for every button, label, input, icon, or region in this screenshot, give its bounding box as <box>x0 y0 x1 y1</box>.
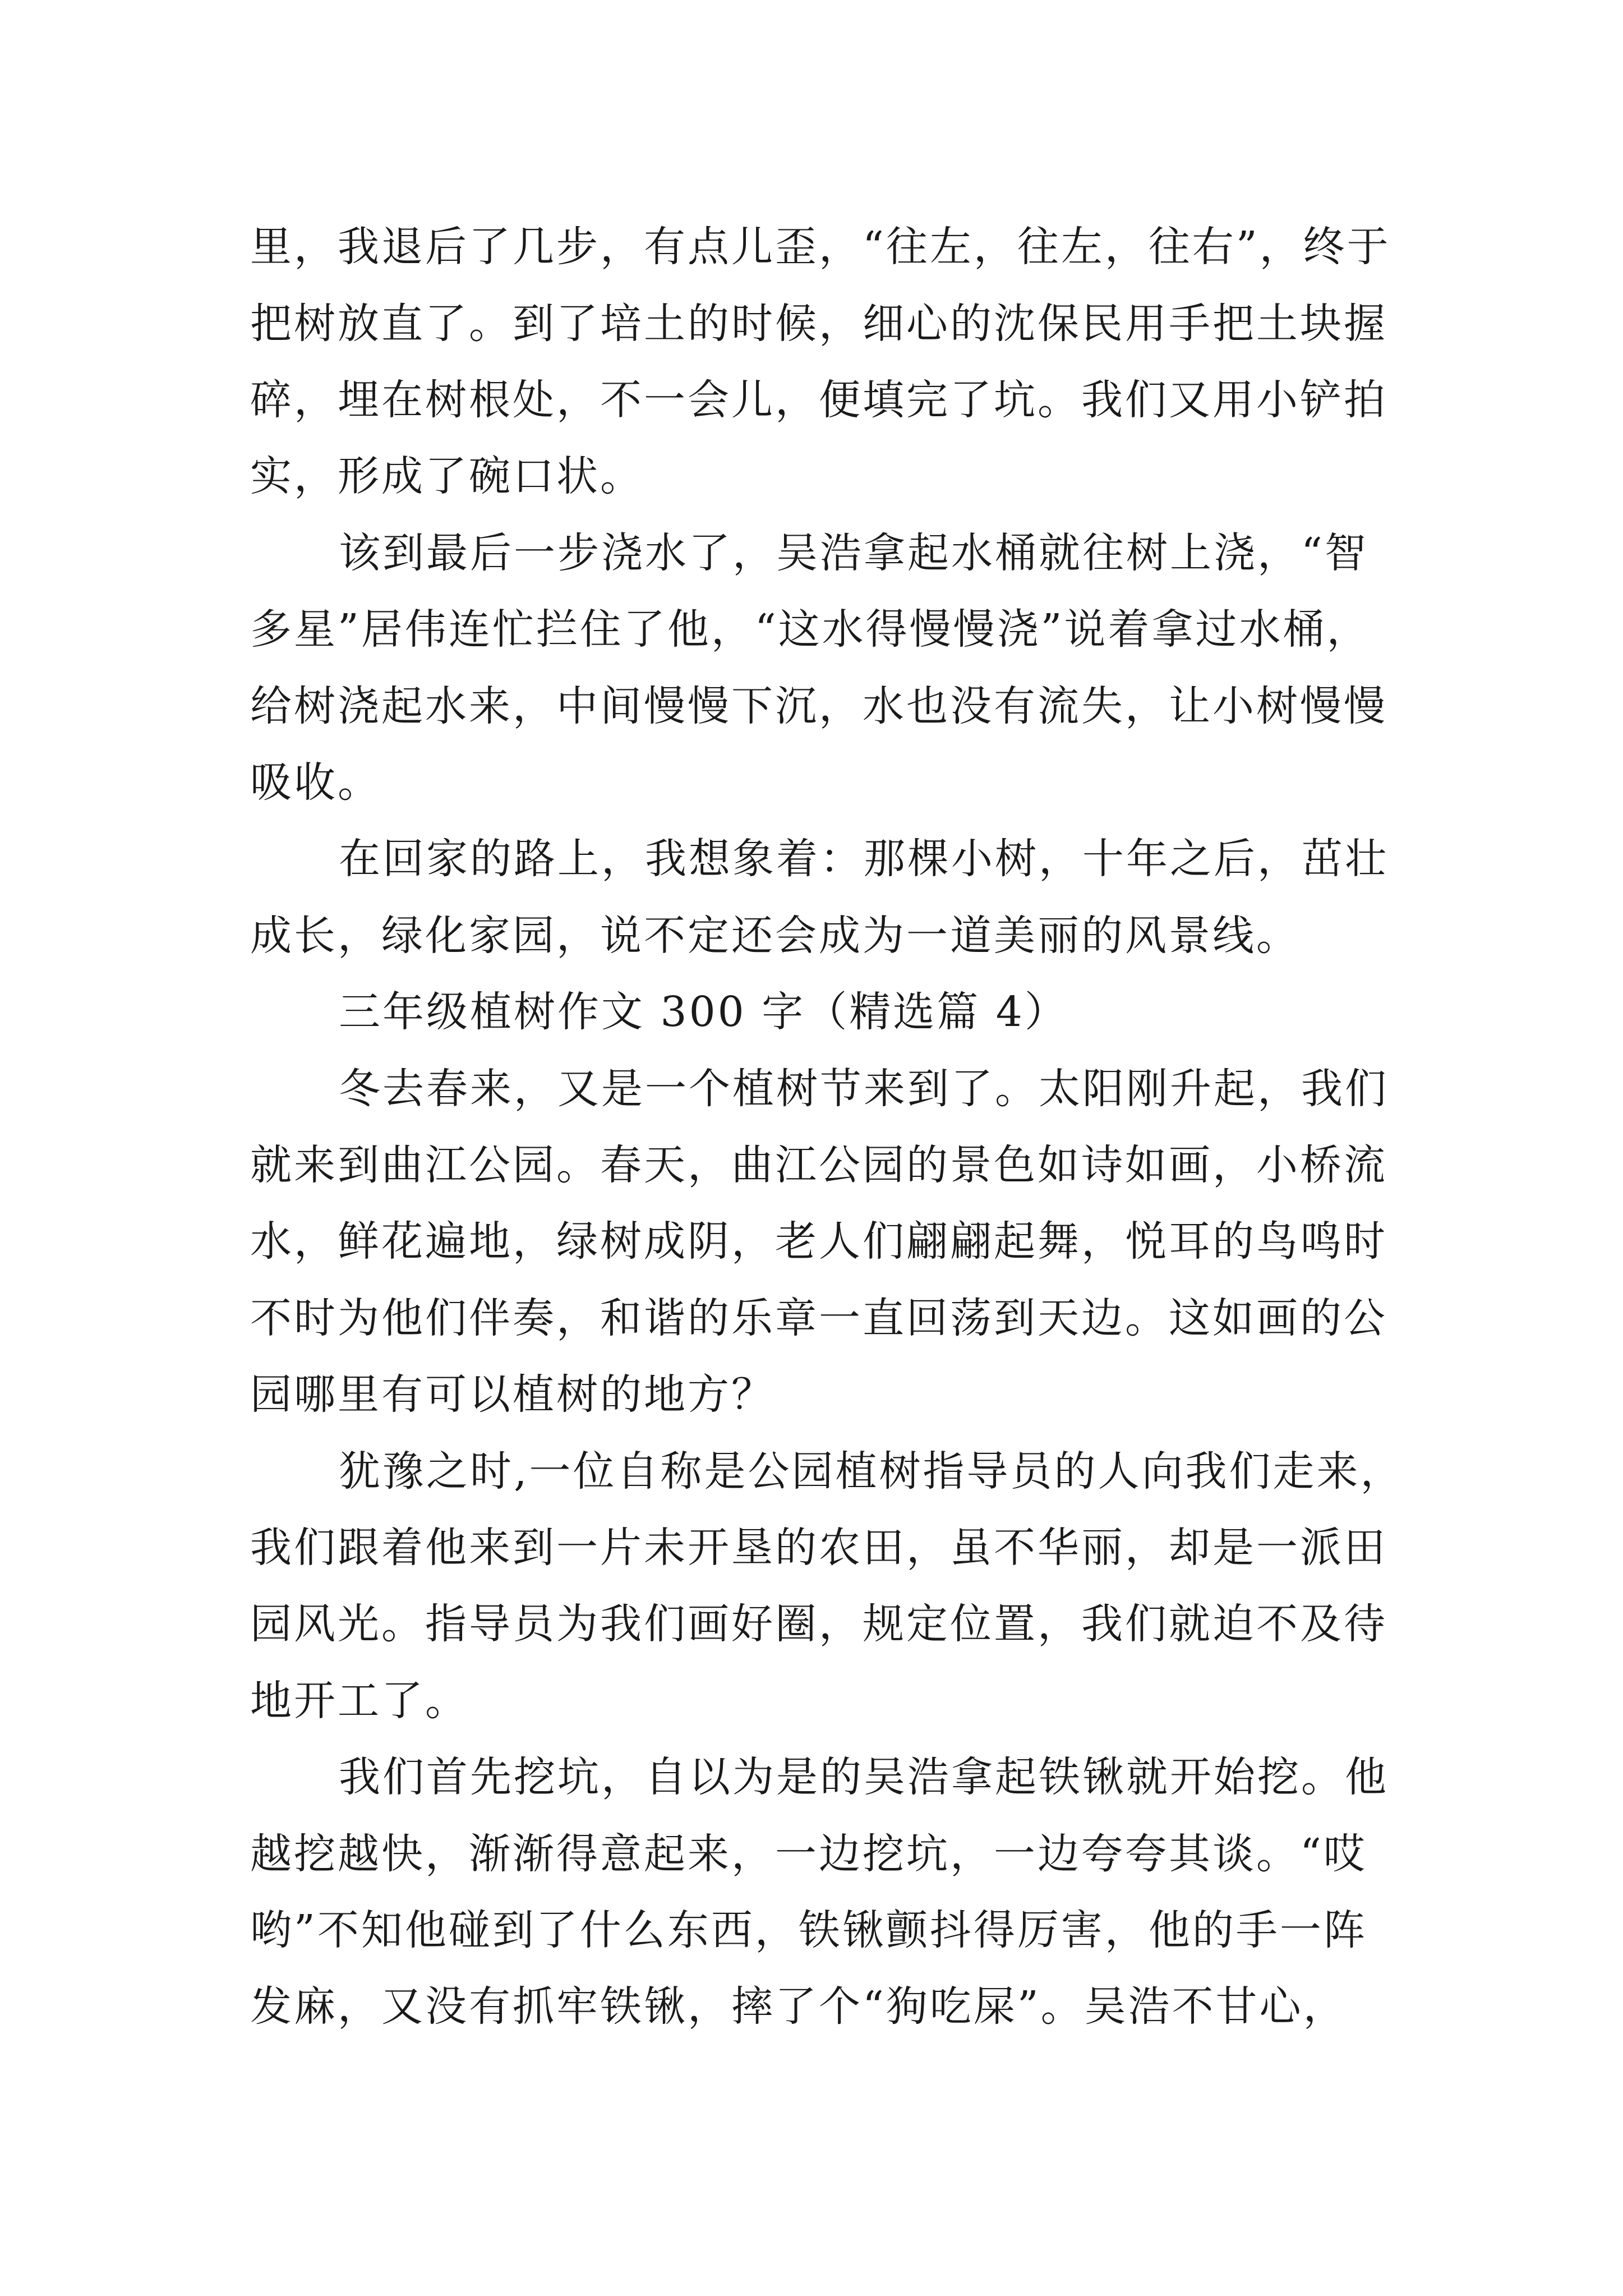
section-heading: 三年级植树作文 300 字（精选篇 4） <box>339 988 1068 1036</box>
text-line: 园风光。指导员为我们画好圈，规定位置，我们就迫不及待 <box>250 1600 1387 1648</box>
text-line: 里，我退后了几步，有点儿歪，“往左，往左，往右”，终于 <box>250 223 1391 271</box>
text-line: 哟”不知他碰到了什么东西，铁锹颤抖得厉害，他的手一阵 <box>250 1906 1367 1954</box>
text-line: 实，形成了碗口状。 <box>250 452 644 500</box>
text-line: 我们跟着他来到一片未开垦的农田，虽不华丽，却是一派田 <box>250 1524 1387 1572</box>
text-line: 地开工了。 <box>250 1677 469 1725</box>
text-line: 给树浇起水来，中间慢慢下沉，水也没有流失，让小树慢慢 <box>250 682 1387 730</box>
text-line: 吸收。 <box>250 758 381 807</box>
text-line: 把树放直了。到了培土的时候，细心的沈保民用手把土块握 <box>250 300 1387 348</box>
text-line: 越挖越快，渐渐得意起来，一边挖坑，一边夸夸其谈。“哎 <box>250 1830 1367 1878</box>
paragraph-first-line: 我们首先挖坑，自以为是的吴浩拿起铁锹就开始挖。他 <box>339 1753 1389 1801</box>
text-line: 园哪里有可以植树的地方？ <box>250 1370 775 1419</box>
paragraph-first-line: 该到最后一步浇水了，吴浩拿起水桶就往树上浇，“智 <box>339 529 1368 577</box>
text-line: 多星”居伟连忙拦住了他，“这水得慢慢浇”说着拿过水桶， <box>250 605 1371 654</box>
paragraph-first-line: 在回家的路上，我想象着：那棵小树，十年之后，茁壮 <box>339 835 1389 883</box>
text-line: 不时为他们伴奏，和谐的乐章一直回荡到天边。这如画的公 <box>250 1294 1387 1342</box>
paragraph-first-line: 犹豫之时,一位自称是公园植树指导员的人向我们走来， <box>339 1447 1404 1496</box>
text-line: 就来到曲江公园。春天，曲江公园的景色如诗如画，小桥流 <box>250 1141 1387 1189</box>
paragraph-first-line: 冬去春来，又是一个植树节来到了。太阳刚升起，我们 <box>339 1065 1389 1113</box>
text-line: 水，鲜花遍地，绿树成阴，老人们翩翩起舞，悦耳的鸟鸣时 <box>250 1217 1387 1266</box>
text-line: 成长，绿化家园，说不定还会成为一道美丽的风景线。 <box>250 912 1300 960</box>
text-line: 发麻，又没有抓牢铁锹，摔了个“狗吃屎”。吴浩不甘心， <box>250 1982 1347 2031</box>
text-line: 碎，埋在树根处，不一会儿，便填完了坑。我们又用小铲拍 <box>250 376 1387 424</box>
